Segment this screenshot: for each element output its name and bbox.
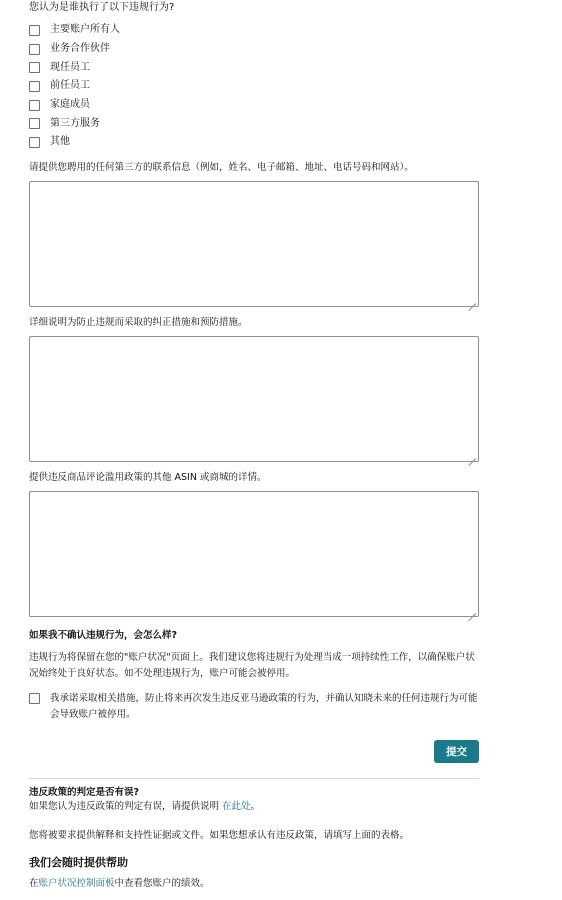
checkbox[interactable] <box>29 62 40 73</box>
checkbox[interactable] <box>29 118 40 129</box>
checkbox[interactable] <box>29 100 40 111</box>
corrective-actions-label: 详细说明为防止违规而采取的纠正措施和预防措施。 <box>29 317 248 328</box>
third-party-contact-label: 请提供您聘用的任何第三方的联系信息（例如，姓名、电子邮箱、地址、电话号码和网站）。 <box>29 162 414 173</box>
corrective-actions-textarea[interactable] <box>29 336 479 462</box>
submit-button[interactable]: 提交 <box>434 740 479 763</box>
option-row[interactable] <box>29 133 120 152</box>
option-label: 家庭成员 <box>50 99 90 111</box>
option-label: 其他 <box>50 136 70 148</box>
resize-grip-icon[interactable] <box>468 606 476 614</box>
resize-grip-icon[interactable] <box>468 296 476 304</box>
option-label: 第三方服务 <box>50 117 100 129</box>
checkbox[interactable] <box>29 44 40 55</box>
wrong-decision-text <box>29 799 481 815</box>
option-row[interactable] <box>29 96 120 115</box>
acknowledge-row[interactable] <box>29 691 481 723</box>
unconfirmed-body: 违规行为将保留在您的"账户状况"页面上。我们建议您将违规行为处理当成一项持续性工作，以确保账户状况始终处于良好状态。如不处理违规行为，账户可能会被停用。 <box>29 652 475 679</box>
checkbox[interactable] <box>29 137 40 148</box>
acknowledge-checkbox[interactable] <box>29 693 40 704</box>
option-row[interactable] <box>29 58 120 77</box>
violator-options <box>29 21 120 152</box>
wrong-decision-suffix: 。 <box>250 801 261 812</box>
help-suffix: 中查看您账户的绩效。 <box>114 878 210 889</box>
acknowledge-text: 我承诺采取相关措施，防止将来再次发生违反亚马逊政策的行为，并确认知晓未来的任何违规行为可能会导致账户被停用。 <box>50 693 478 720</box>
question-title: 您认为是谁执行了以下违规行为? <box>29 2 175 13</box>
account-health-dashboard-link[interactable]: 账户状况控制面板 <box>38 878 115 889</box>
checkbox[interactable] <box>29 25 40 36</box>
option-row[interactable] <box>29 40 120 59</box>
wrong-decision-link[interactable]: 在此处 <box>222 801 251 812</box>
divider <box>29 778 479 779</box>
help-heading: 我们会随时提供帮助 <box>29 856 128 869</box>
option-label: 现任员工 <box>50 61 90 73</box>
help-prefix: 在 <box>29 878 39 889</box>
option-label: 主要账户所有人 <box>50 24 120 36</box>
wrong-decision-heading: 违反政策的判定是否有误? <box>29 787 140 798</box>
other-asin-textarea[interactable] <box>29 491 479 617</box>
option-label: 前任员工 <box>50 80 90 92</box>
option-label: 业务合作伙伴 <box>50 43 110 55</box>
third-party-contact-textarea[interactable] <box>29 181 479 307</box>
option-row[interactable] <box>29 114 120 133</box>
proof-note: 您将被要求提供解释和支持性证据或文件。如果您想承认有违反政策，请填写上面的表格。 <box>29 830 410 841</box>
help-text <box>29 876 481 892</box>
unconfirmed-heading: 如果我不确认违规行为，会怎么样? <box>29 630 178 641</box>
option-row[interactable] <box>29 21 120 40</box>
option-row[interactable] <box>29 77 120 96</box>
other-asin-label: 提供违反商品评论滥用政策的其他 ASIN 或商城的详情。 <box>29 472 267 483</box>
checkbox[interactable] <box>29 81 40 92</box>
wrong-decision-prefix: 如果您认为违反政策的判定有误，请提供说明 <box>29 801 223 812</box>
resize-grip-icon[interactable] <box>468 451 476 459</box>
